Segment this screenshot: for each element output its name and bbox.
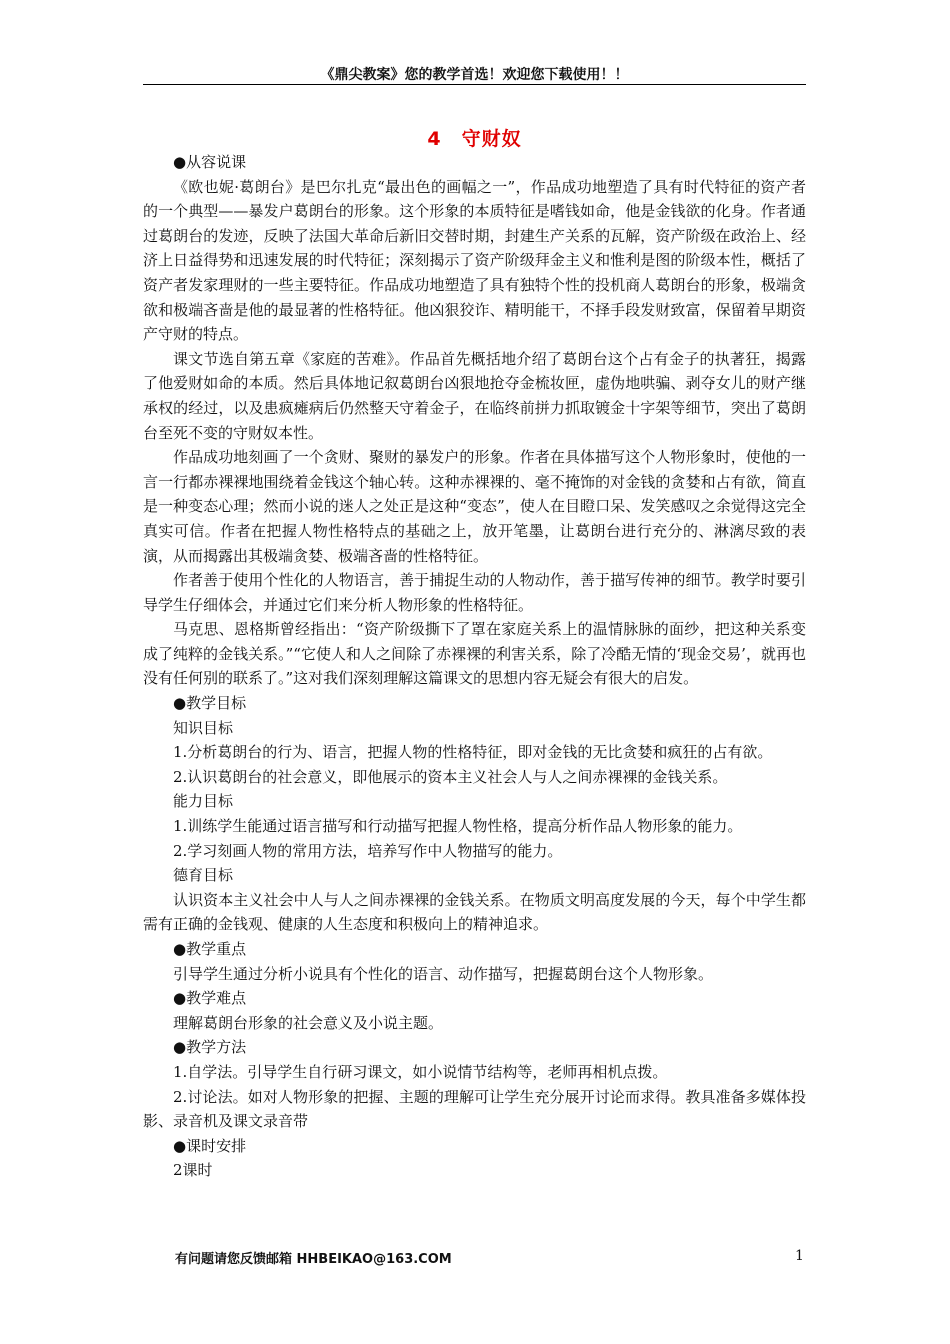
paragraph: 作者善于使用个性化的人物语言，善于捕捉生动的人物动作，善于描写传神的细节。教学时要引导学生仔细体会，并通过它们来分析人物形象的性格特征。 <box>143 571 806 614</box>
section-heading: ●课时安排 <box>173 1136 247 1155</box>
paragraph: 课文节选自第五章《家庭的苦难》。作品首先概括地介绍了葛朗台这个占有金子的执著狂，揭露了他爱财如命的本质。然后具体地记叙葛朗台凶狠地抢夺金梳妆匣，虚伪地哄骗、剥夺女儿的财产继承权的经过，以及患疯瘫病后仍然整天守着金子，在临终前拼力抓取镀金十字架等细节，突出了葛朗台至死不变的守财奴本性。 <box>143 349 806 442</box>
subheading: 能力目标 <box>173 792 234 811</box>
page-header: 《鼎尖教案》您的教学首选！欢迎您下载使用！！ <box>320 67 629 83</box>
section-heading: ●教学难点 <box>173 989 247 1008</box>
list-item: 1.训练学生能通过语言描写和行动描写把握人物性格，提高分析作品人物形象的能力。 <box>173 817 743 836</box>
subheading: 德育目标 <box>173 866 234 885</box>
page-footer: 有问题请您反馈邮箱 HHBEIKAO@163.COM <box>175 1252 452 1267</box>
lesson-title: 4 守财奴 <box>427 128 522 150</box>
paragraph: 马克思、恩格斯曾经指出：“资产阶级撕下了罩在家庭关系上的温情脉脉的面纱，把这种关系变成了纯粹的金钱关系。”“它使人和人之间除了赤裸裸的利害关系，除了冷酷无情的‘现金交易’，就再也没有任何别的联系了。”这对我们深刻理解这篇课文的思想内容无疑会有很大的启发。 <box>143 620 806 688</box>
list-item: 2.认识葛朗台的社会意义，即他展示的资本主义社会人与人之间赤裸裸的金钱关系。 <box>173 767 728 786</box>
paragraph: 2课时 <box>173 1161 213 1180</box>
list-item: 1.分析葛朗台的行为、语言，把握人物的性格特征，即对金钱的无比贪婪和疯狂的占有欲。 <box>173 743 773 762</box>
paragraph: 引导学生通过分析小说具有个性化的语言、动作描写，把握葛朗台这个人物形象。 <box>173 964 714 983</box>
page-number: 1 <box>795 1248 804 1264</box>
list-item: 1.自学法。引导学生自行研习课文，如小说情节结构等，老师再相机点拨。 <box>173 1062 668 1081</box>
subheading: 知识目标 <box>173 718 234 737</box>
paragraph: 《欧也妮·葛朗台》是巴尔扎克“最出色的画幅之一”，作品成功地塑造了具有时代特征的资产者的一个典型——暴发户葛朗台的形象。这个形象的本质特征是嗜钱如命，他是金钱欲的化身。作者通过葛朗台的发迹，反映了法国大革命后新旧交替时期，封建生产关系的瓦解，资产阶级在政治上、经济上日益得势和迅速发展的时代特征；深刻揭示了资产阶级拜金主义和惟利是图的阶级本性，概括了资产者发家理财的一些主要特征。作品成功地塑造了具有独特个性的投机商人葛朗台的形象，极端贪欲和极端吝啬是他的最显著的性格特征。他凶狠狡诈、精明能干，不择手段发财致富，保留着早期资产守财的特点。 <box>143 177 806 344</box>
document-body <box>143 150 806 1183</box>
header-divider <box>143 84 806 85</box>
paragraph: 认识资本主义社会中人与人之间赤裸裸的金钱关系。在物质文明高度发展的今天，每个中学生都需有正确的金钱观、健康的人生态度和积极向上的精神追求。 <box>143 890 806 934</box>
section-heading: ●教学方法 <box>173 1038 247 1057</box>
list-item: 2.学习刻画人物的常用方法，培养写作中人物描写的能力。 <box>173 841 563 860</box>
section-heading: ●从容说课 <box>173 153 247 171</box>
list-item: 2.讨论法。如对人物形象的把握、主题的理解可让学生充分展开讨论而求得。教具准备多媒体投影、录音机及课文录音带 <box>143 1087 806 1131</box>
section-heading: ●教学目标 <box>173 694 247 713</box>
section-heading: ●教学重点 <box>173 940 247 958</box>
paragraph: 作品成功地刻画了一个贪财、聚财的暴发户的形象。作者在具体描写这个人物形象时，使他的一言一行都赤裸裸地围绕着金钱这个轴心转。这种赤裸裸的、毫不掩饰的对金钱的贪婪和占有欲，简直是一种变态心理；然而小说的迷人之处正是这种“变态”，使人在目瞪口呆、发笑感叹之余觉得这完全真实可信。作者在把握人物性格特点的基础之上，放开笔墨，让葛朗台进行充分的、淋漓尽致的表演，从而揭露出其极端贪婪、极端吝啬的性格特征。 <box>143 448 806 565</box>
paragraph: 理解葛朗台形象的社会意义及小说主题。 <box>173 1013 444 1032</box>
